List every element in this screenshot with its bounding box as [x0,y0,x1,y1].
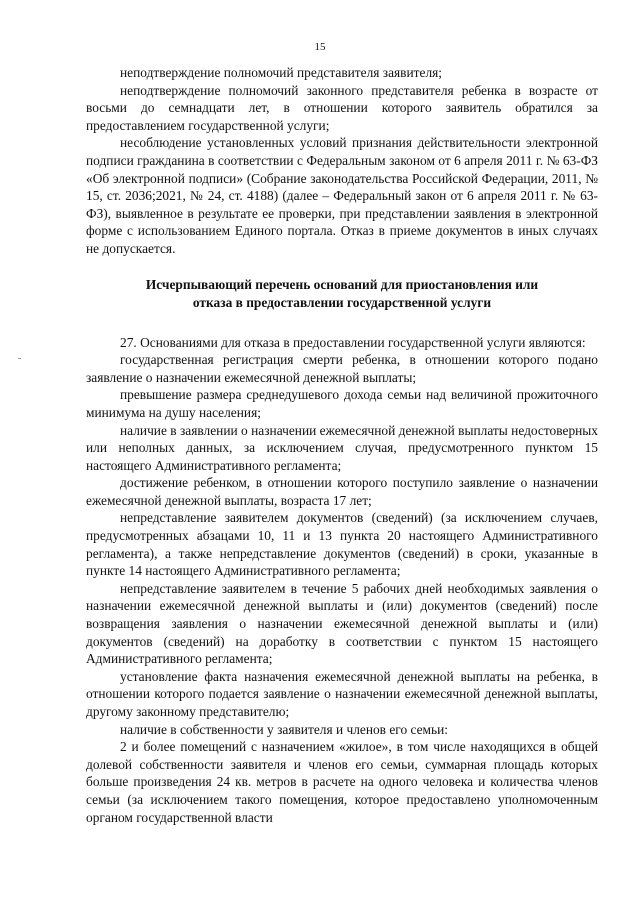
paragraph: государственная регистрация смерти ребенка, в отношении которого подано заявление о назначении ежемесячной денежной выплаты; [86,352,598,385]
paragraph: 27. Основаниями для отказа в предоставлении государственной услуги являются: [120,334,586,350]
paragraph: превышение размера среднедушевого дохода семьи над величиной прожиточного минимума на душу населения; [86,387,598,420]
paragraph: наличие в заявлении о назначении ежемесячной денежной выплаты недостоверных или неполных данных, за исключением случая, предусмотренного пунктом 15 настоящего Административного регламента; [86,422,598,473]
paragraph: неподтверждение полномочий представителя заявителя; [120,65,443,80]
paragraph: 2 и более помещений с назначением «жилое», в том числе находящихся в общей долевой собственности заявителя и членов его семьи, суммарная площадь которых больше произведения 24 кв. метров в расчете на одного человека и количества членов семьи (за исключением такого помещения, которое предоставлено уполномоченным органом государственной власти [86,739,598,825]
section-heading [86,276,598,312]
paragraph: непредставление заявителем в течение 5 рабочих дней необходимых заявления о назначении ежемесячной денежной выплаты и (или) документов (сведений) после возвращения заявления о назначении ежемесячной денежной выплаты и (или) документов (сведений) на доработку в соответствии с пунктом 15 настоящего Административного регламента; [86,580,598,667]
page-number: 15 [314,41,326,53]
margin-mark [18,358,21,359]
paragraph: неподтверждение полномочий законного представителя ребенка в возрасте от восьми до семнадцати лет, в отношении которого заявитель обратился за предоставлением государственной услуги; [86,82,598,133]
paragraph: достижение ребенком, в отношении которого поступило заявление о назначении ежемесячной денежной выплаты, возраста 17 лет; [86,475,598,508]
paragraph: установление факта назначения ежемесячной денежной выплаты на ребенка, в отношении которого подается заявление о назначении ежемесячной денежной выплаты, другому законному представителю; [86,668,598,719]
document-body [86,64,598,826]
paragraph: непредставление заявителем документов (сведений) (за исключением случаев, предусмотренных абзацами 10, 11 и 13 пункта 20 настоящего Административного регламента), а также непредставление документов (сведений) в сроки, указанные в пункте 14 настоящего Административного регламента; [86,510,598,579]
paragraph: несоблюдение установленных условий признания действительности электронной подписи гражданина в соответствии с Федеральным законом от 6 апреля 2011 г. № 63-ФЗ «Об электронной подписи» (Собрание законодательства Российской Федерации, 2011, № 15, ст. 2036;2021, № 24, ст. 4188) (далее – Федеральный закон от 6 апреля 2011 г. № 63-ФЗ), выявленное в результате ее проверки, при представлении заявления в электронной форме с использованием Единого портала. Отказ в приеме документов в иных случаях не допускается. [86,135,598,256]
section-heading-line-1: Исчерпывающий перечень оснований для приостановления или [145,276,539,292]
paragraph: наличие в собственности у заявителя и членов его семьи: [120,721,449,737]
section-heading-line-2: отказа в предоставлении государственной услуги [192,294,492,310]
